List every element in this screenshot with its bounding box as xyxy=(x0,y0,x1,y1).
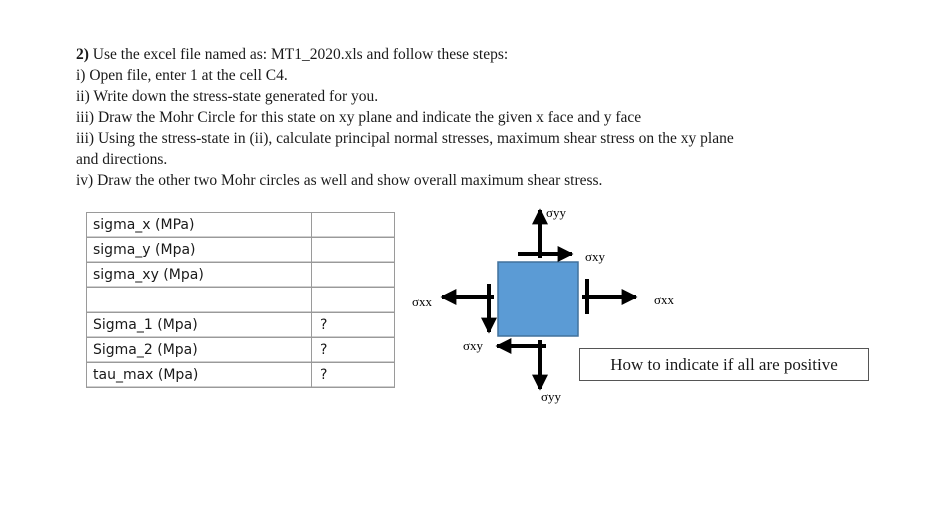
step-line: iv) Draw the other two Mohr circles as well and show overall maximum shear stress. xyxy=(76,172,603,189)
question-text xyxy=(76,44,896,191)
positive-sign-note: How to indicate if all are positive xyxy=(579,348,869,381)
table-row xyxy=(87,263,395,288)
sxx-right-label: σxx xyxy=(654,292,675,307)
stress-element-diagram xyxy=(400,196,700,416)
sxy-top-label: σxy xyxy=(585,249,606,264)
stress-table xyxy=(86,212,395,388)
row-value xyxy=(312,288,395,313)
sxx-left-label: σxx xyxy=(412,294,433,309)
row-value xyxy=(312,213,395,238)
row-label: Sigma_2 (Mpa) xyxy=(87,338,312,363)
stress-element-square xyxy=(498,262,578,336)
step-line: iii) Draw the Mohr Circle for this state on xy plane and indicate the given x face and y face xyxy=(76,109,642,126)
sxy-bottom-label: σxy xyxy=(463,338,484,353)
step-line: and directions. xyxy=(76,151,168,168)
step-line: ii) Write down the stress-state generated for you. xyxy=(76,88,379,105)
syy-bottom-label: σyy xyxy=(541,389,562,404)
table-row xyxy=(87,288,395,313)
question-intro: Use the excel file named as: MT1_2020.xls and follow these steps: xyxy=(92,46,509,63)
row-value: ? xyxy=(312,313,395,338)
step-line: iii) Using the stress-state in (ii), calculate principal normal stresses, maximum shear stress on the xy plane xyxy=(76,130,734,147)
question-intro-line xyxy=(76,44,896,65)
row-label: sigma_y (Mpa) xyxy=(87,238,312,263)
row-label: Sigma_1 (Mpa) xyxy=(87,313,312,338)
row-value: ? xyxy=(312,338,395,363)
row-value: ? xyxy=(312,363,395,388)
row-label: sigma_xy (Mpa) xyxy=(87,263,312,288)
table-row xyxy=(87,363,395,388)
syy-top-label: σyy xyxy=(546,205,567,220)
table-row xyxy=(87,313,395,338)
row-value xyxy=(312,238,395,263)
row-label: tau_max (Mpa) xyxy=(87,363,312,388)
question-number: 2) xyxy=(76,46,89,63)
table-row xyxy=(87,338,395,363)
step-line: i) Open file, enter 1 at the cell C4. xyxy=(76,67,288,84)
table-row xyxy=(87,213,395,238)
row-value xyxy=(312,263,395,288)
table-row xyxy=(87,238,395,263)
row-label: sigma_x (MPa) xyxy=(87,213,312,238)
row-label xyxy=(87,288,312,313)
